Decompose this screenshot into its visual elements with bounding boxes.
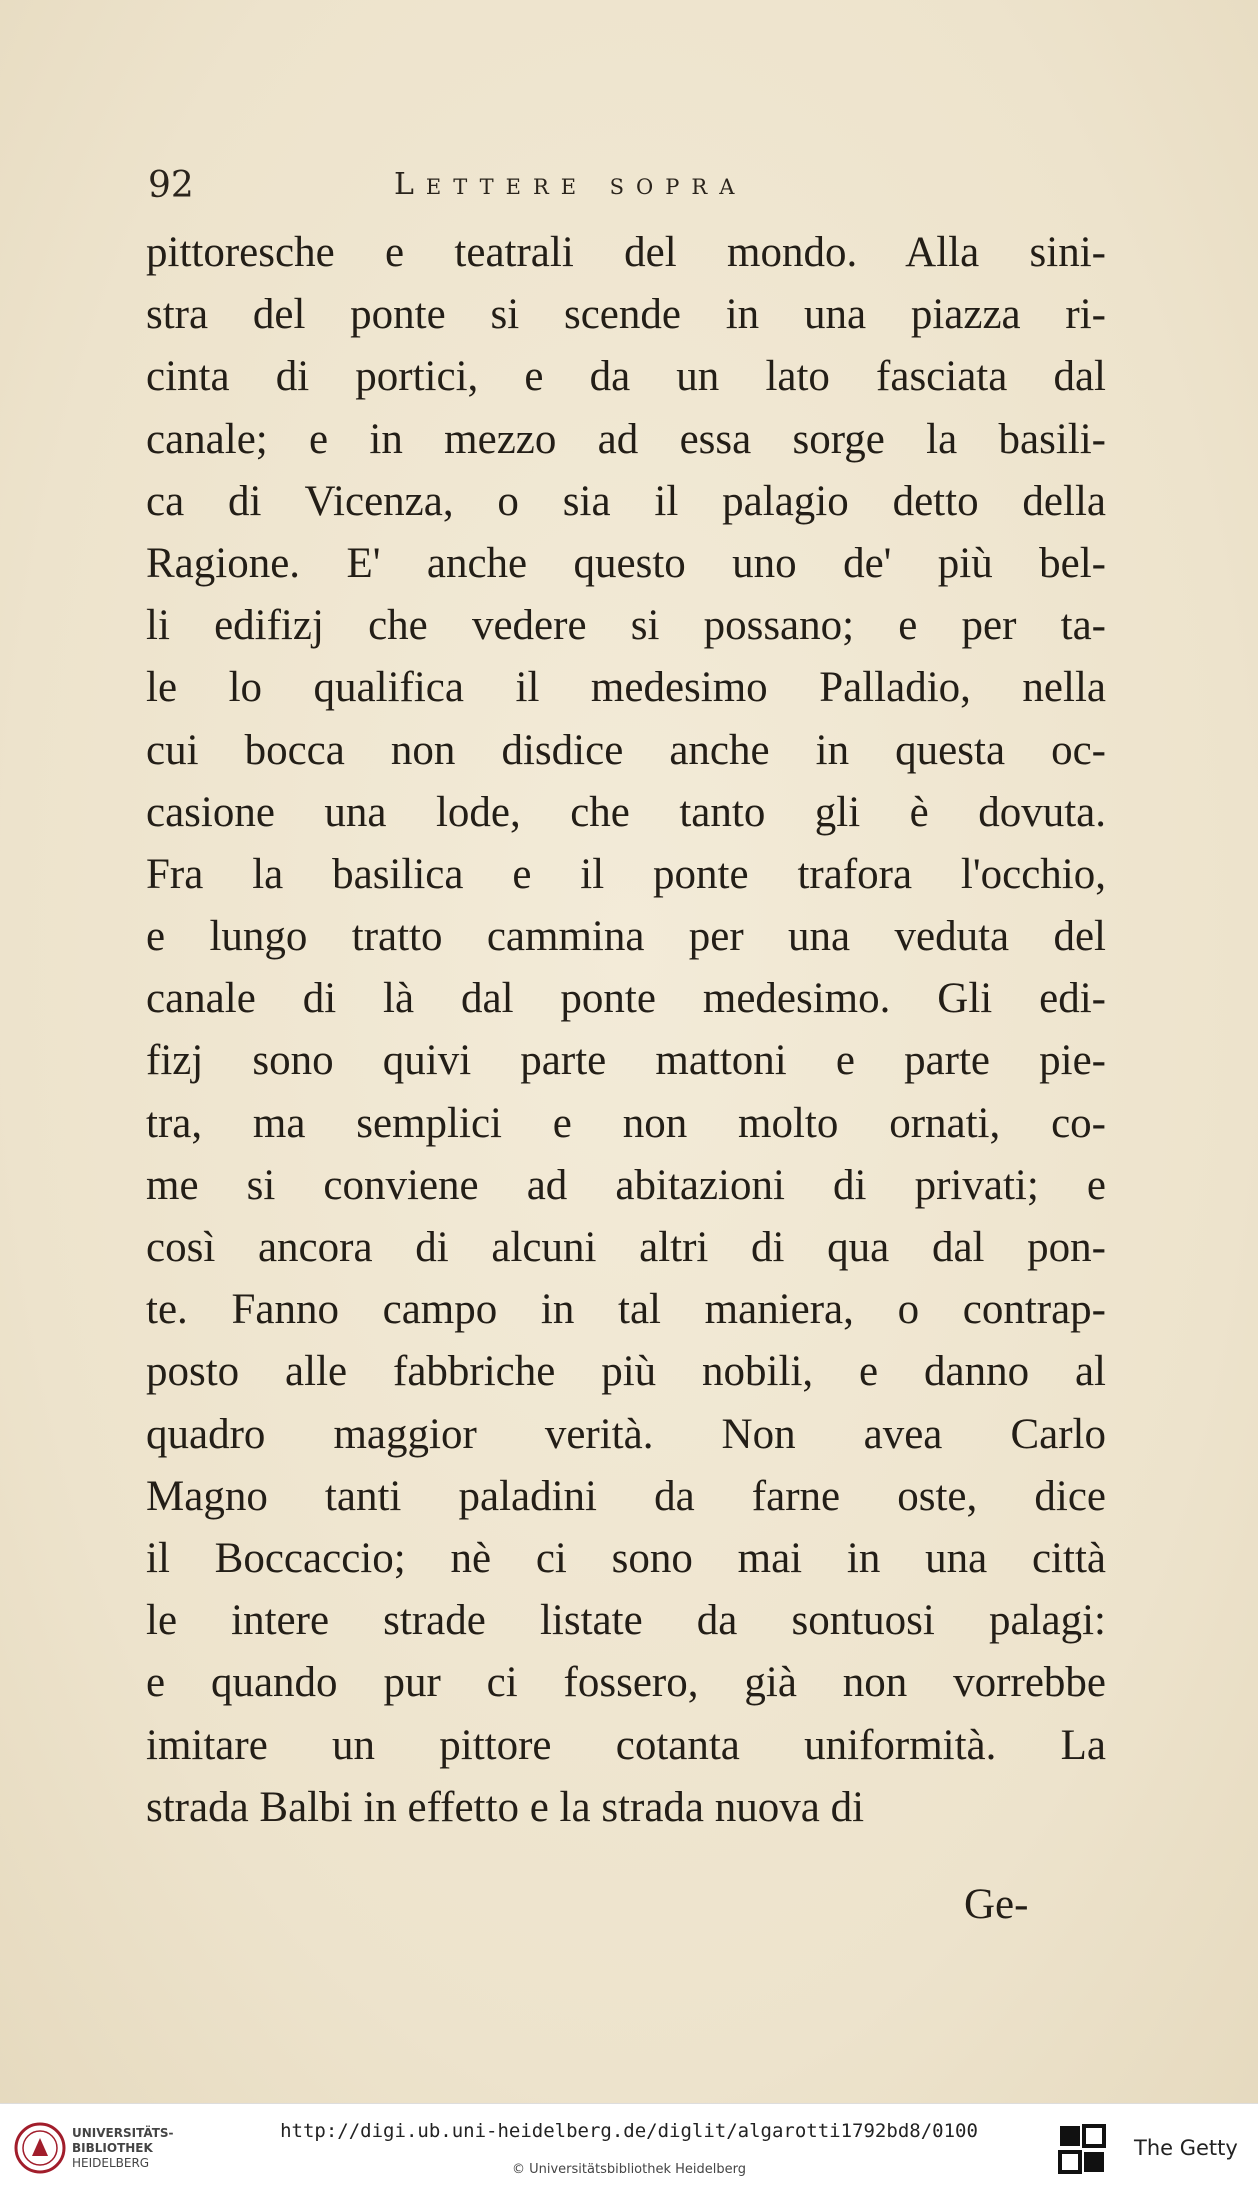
- text-line: le lo qualifica il medesimo Palladio, nella: [146, 664, 1106, 712]
- text-line: me si conviene ad abitazioni di privati; e: [146, 1161, 1106, 1209]
- text-line: cinta di portici, e da un lato fasciata dal: [146, 353, 1106, 401]
- text-line: cui bocca non disdice anche in questa oc-: [146, 726, 1106, 774]
- text-line: Magno tanti paladini da farne oste, dice: [146, 1472, 1106, 1520]
- text-line: così ancora di alcuni altri di qua dal pon-: [146, 1224, 1106, 1271]
- university-name-line-3: HEIDELBERG: [72, 2156, 150, 2170]
- university-name-line-2: BIBLIOTHEK: [72, 2141, 153, 2155]
- text-line: strada Balbi in effetto e la strada nuova di: [146, 1783, 865, 1831]
- copyright-notice: © Universitätsbibliothek Heidelberg: [511, 2162, 746, 2177]
- text-line: imitare un pittore cotanta uniformità. La: [146, 1721, 1106, 1769]
- university-name-line-1: UNIVERSITÄTS-: [72, 2126, 174, 2140]
- text-line: e quando pur ci fossero, già non vorrebbe: [146, 1659, 1106, 1707]
- partner-name[interactable]: The Getty: [1134, 2136, 1238, 2160]
- running-title: Lettere sopra: [394, 167, 747, 202]
- running-head: [148, 165, 1098, 215]
- text-line: le intere strade listate da sontuosi palagi:: [146, 1597, 1106, 1645]
- text-line: tra, ma semplici e non molto ornati, co-: [146, 1099, 1106, 1147]
- viewer-footer: [0, 2103, 1258, 2194]
- page-number: 92: [148, 165, 194, 206]
- text-line: li edifizj che vedere si possano; e per ta-: [146, 602, 1106, 650]
- catchword: Ge-: [964, 1881, 1029, 1928]
- text-line: stra del ponte si scende in una piazza ri-: [146, 291, 1106, 339]
- text-line: Ragione. E' anche questo uno de' più bel-: [146, 539, 1106, 587]
- text-line: ca di Vicenza, o sia il palagio detto della: [146, 477, 1106, 525]
- text-line: canale di là dal ponte medesimo. Gli edi-: [146, 975, 1106, 1023]
- text-line: posto alle fabbriche più nobili, e danno al: [146, 1348, 1106, 1396]
- text-line: pittoresche e teatrali del mondo. Alla sini-: [146, 229, 1106, 276]
- text-line: e lungo tratto cammina per una veduta del: [146, 913, 1106, 961]
- text-line: canale; e in mezzo ad essa sorge la basili-: [146, 415, 1106, 463]
- text-line: fizj sono quivi parte mattoni e parte pie-: [146, 1037, 1106, 1085]
- permalink-url[interactable]: http://digi.ub.uni-heidelberg.de/diglit/algarotti1792bd8/0100: [280, 2120, 978, 2142]
- text-line: casione una lode, che tanto gli è dovuta.: [146, 788, 1106, 836]
- text-line: il Boccaccio; nè ci sono mai in una città: [146, 1534, 1106, 1582]
- text-line: te. Fanno campo in tal maniera, o contrap-: [146, 1286, 1106, 1334]
- text-line: quadro maggior verità. Non avea Carlo: [146, 1410, 1106, 1458]
- text-line: Fra la basilica e il ponte trafora l'occhio,: [146, 850, 1106, 898]
- body-text: [146, 222, 1106, 1839]
